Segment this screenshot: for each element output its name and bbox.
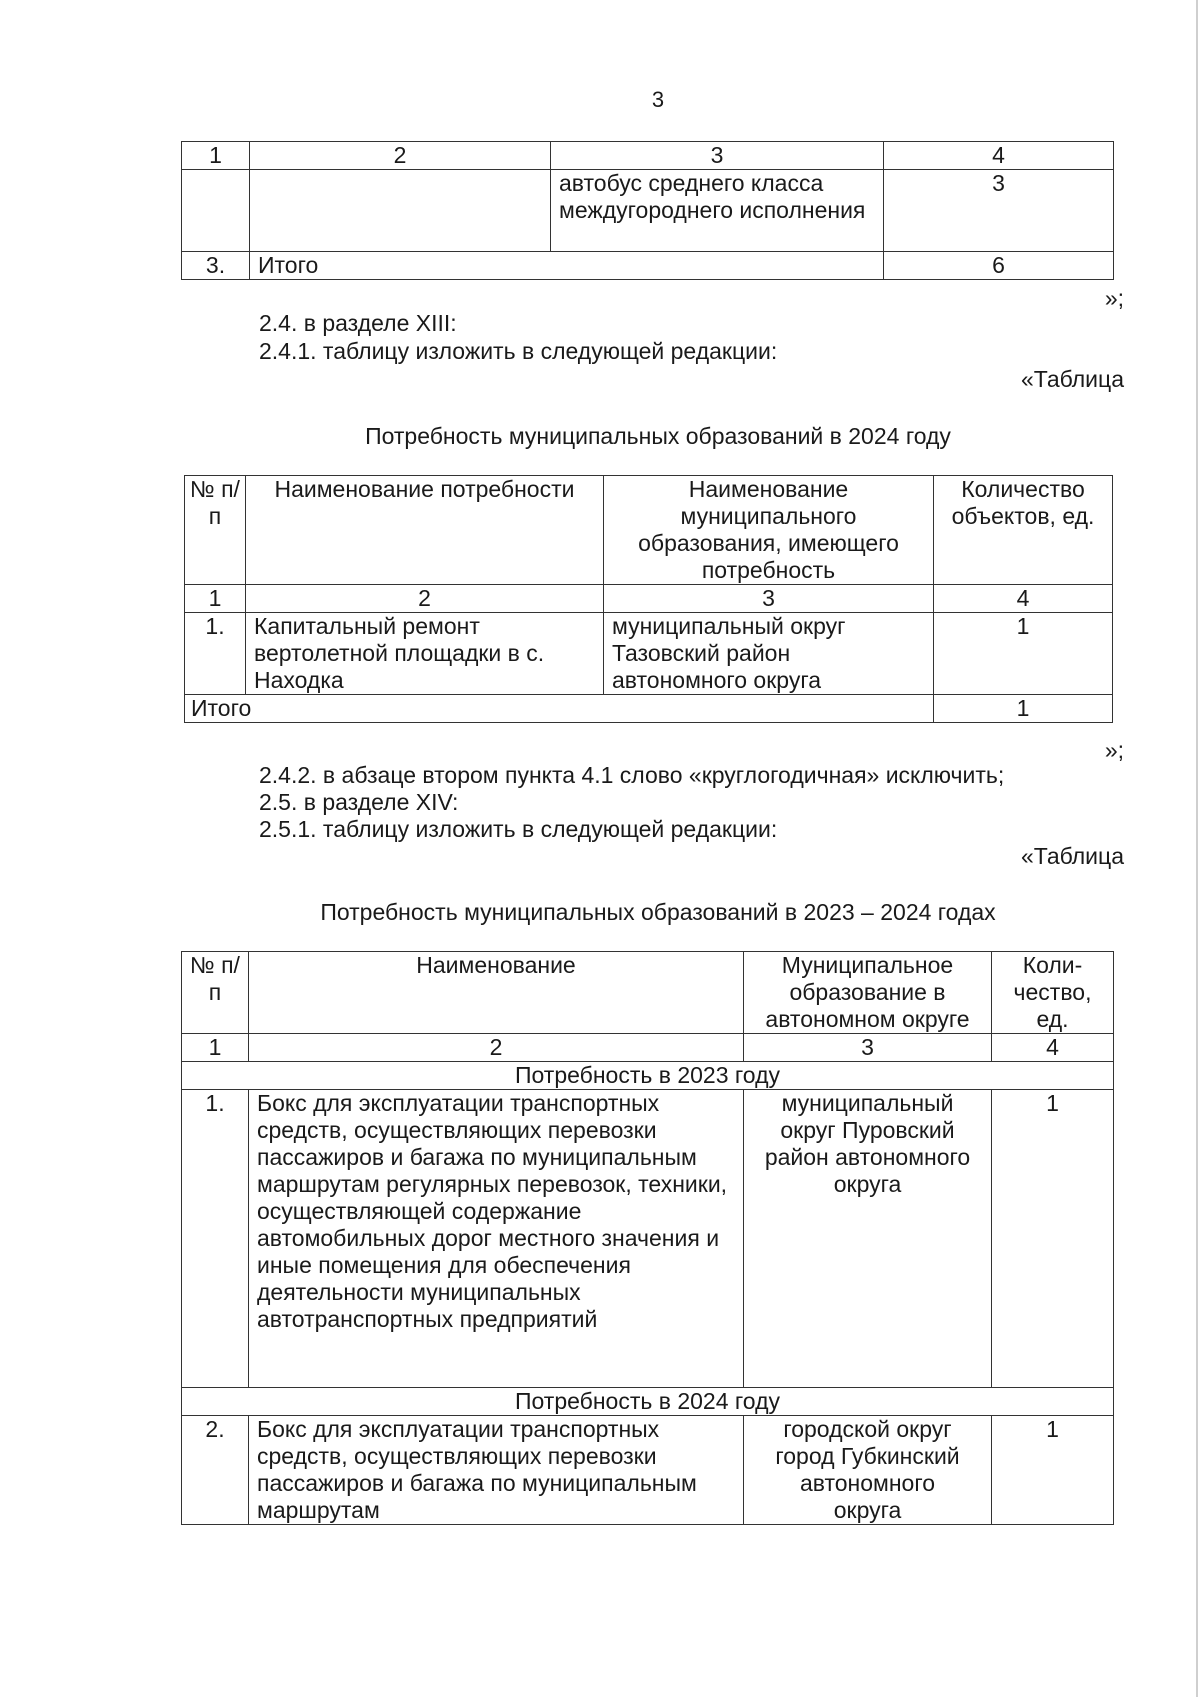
need-name: Бокс для эксплуатации транспортных средств, осуществляющих перевозки пассажиров и багажа по муниципальным маршрутам bbox=[249, 1416, 744, 1525]
table-needs-2024 bbox=[184, 475, 1113, 723]
col-number: 3 bbox=[744, 1034, 992, 1062]
paragraph-2-4: 2.4. в разделе XIII: bbox=[259, 310, 457, 336]
closing-quote: »; bbox=[1104, 285, 1124, 311]
table-title: Потребность муниципальных образований в 2024 году bbox=[365, 423, 951, 449]
col-number: 1 bbox=[185, 585, 246, 613]
municipality: городской округ город Губкинский автономного округа bbox=[744, 1416, 992, 1525]
col-number: 1 bbox=[182, 1034, 249, 1062]
row-number: 2. bbox=[182, 1416, 249, 1525]
table-row bbox=[182, 1034, 1114, 1062]
header-cell: Наименование муниципального образования, имеющего потребность bbox=[604, 476, 934, 585]
col-number: 4 bbox=[934, 585, 1113, 613]
need-name: Бокс для эксплуатации транспортных средств, осуществляющих перевозки пассажиров и багажа по муниципальным маршрутам регулярных перевозок, техники, осуществляющей содержание автомобильных дорог местного значения и иные помещения для обеспечения деятельности муниципальных автотранспортных предприятий bbox=[249, 1090, 744, 1388]
vehicle-type: автобус среднего класса междугороднего исполнения bbox=[551, 170, 884, 252]
col-number: 3 bbox=[551, 142, 884, 170]
table-label: «Таблица bbox=[1021, 843, 1124, 869]
header-cell: Наименование bbox=[249, 952, 744, 1034]
header-count-line2: чество, bbox=[1013, 979, 1092, 1005]
page-number: 3 bbox=[651, 87, 665, 112]
row-number: 1. bbox=[182, 1090, 249, 1388]
header-count-line3: ед. bbox=[1036, 1006, 1069, 1032]
section-2023: Потребность в 2023 году bbox=[182, 1062, 1114, 1090]
header-cell: Количество объектов, ед. bbox=[934, 476, 1113, 585]
row-number: 3. bbox=[182, 252, 250, 280]
paragraph-2-5-1: 2.5.1. таблицу изложить в следующей редакции: bbox=[259, 816, 778, 842]
col-number: 1 bbox=[182, 142, 250, 170]
table-row bbox=[182, 142, 1114, 170]
header-cell: № п/п bbox=[182, 952, 249, 1034]
col-number: 4 bbox=[884, 142, 1114, 170]
paragraph-2-5: 2.5. в разделе XIV: bbox=[259, 789, 459, 815]
section-row bbox=[182, 1062, 1114, 1090]
header-cell bbox=[992, 952, 1114, 1034]
table-row bbox=[182, 1416, 1114, 1525]
total-value: 6 bbox=[884, 252, 1114, 280]
need-count: 1 bbox=[992, 1416, 1114, 1525]
municipality: муниципальный округ Пуровский район автономного округа bbox=[744, 1090, 992, 1388]
table-title: Потребность муниципальных образований в 2023 – 2024 годах bbox=[320, 899, 996, 925]
header-cell: № п/п bbox=[185, 476, 246, 585]
municipality: муниципальный округ Тазовский район автономного округа bbox=[604, 613, 934, 695]
paragraph-2-4-1: 2.4.1. таблицу изложить в следующей редакции: bbox=[259, 338, 778, 364]
table-label: «Таблица bbox=[1021, 366, 1124, 392]
col-number: 2 bbox=[249, 1034, 744, 1062]
table-header-row bbox=[185, 476, 1113, 585]
col-number: 2 bbox=[250, 142, 551, 170]
section-row bbox=[182, 1388, 1114, 1416]
col-number: 4 bbox=[992, 1034, 1114, 1062]
closing-quote: »; bbox=[1104, 737, 1124, 763]
row-number: 1. bbox=[185, 613, 246, 695]
table-row bbox=[182, 252, 1114, 280]
table-header-row bbox=[182, 952, 1114, 1034]
table-row bbox=[182, 170, 1114, 252]
table-total-row bbox=[185, 695, 1113, 723]
total-label: Итого bbox=[185, 695, 934, 723]
scan-edge-line bbox=[1196, 0, 1198, 1697]
section-2024: Потребность в 2024 году bbox=[182, 1388, 1114, 1416]
table-row bbox=[185, 613, 1113, 695]
col-number: 2 bbox=[246, 585, 604, 613]
table-continuation bbox=[181, 141, 1114, 280]
header-count-line1: Коли- bbox=[1022, 952, 1083, 978]
vehicle-count: 3 bbox=[884, 170, 1114, 252]
table-row bbox=[185, 585, 1113, 613]
header-cell: Наименование потребности bbox=[246, 476, 604, 585]
col-number: 3 bbox=[604, 585, 934, 613]
need-count: 1 bbox=[992, 1090, 1114, 1388]
header-cell: Муниципальное образование в автономном округе bbox=[744, 952, 992, 1034]
table-row bbox=[182, 1090, 1114, 1388]
need-count: 1 bbox=[934, 613, 1113, 695]
need-name: Капитальный ремонт вертолетной площадки в с. Находка bbox=[246, 613, 604, 695]
total-label: Итого bbox=[250, 252, 884, 280]
paragraph-2-4-2: 2.4.2. в абзаце втором пункта 4.1 слово «круглогодичная» исключить; bbox=[259, 762, 1005, 788]
table-needs-2023-2024 bbox=[181, 951, 1114, 1525]
total-value: 1 bbox=[934, 695, 1113, 723]
